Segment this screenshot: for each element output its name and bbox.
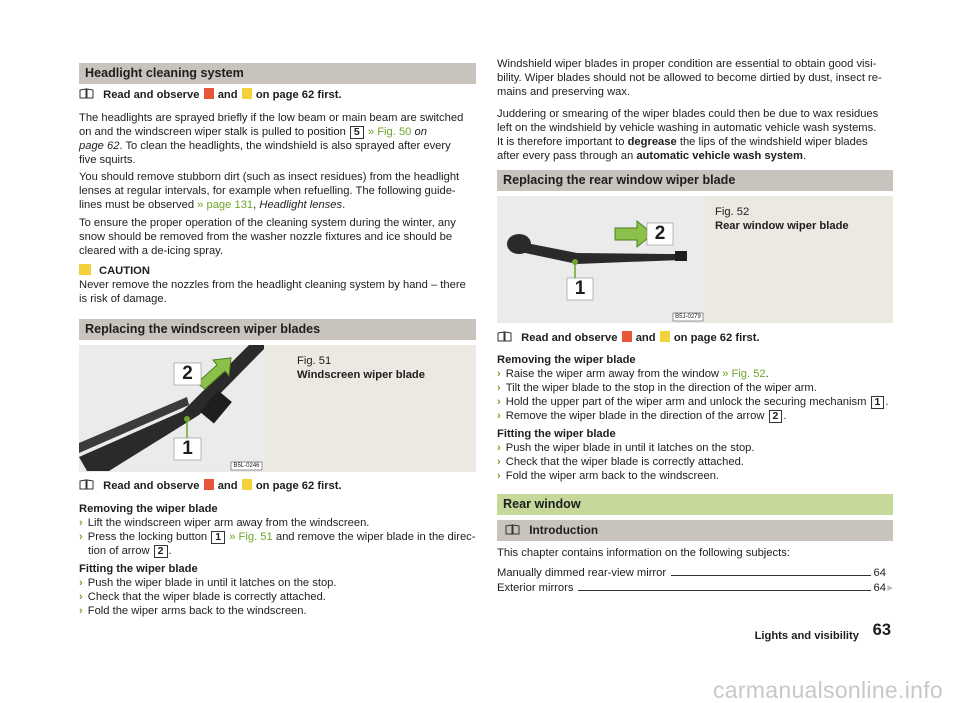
fig-50-link[interactable]: » Fig. 50 [367,126,412,138]
section-title-rear-window: Rear window [497,494,893,515]
read-observe-line-3: Read and observe and on page 62 first. [497,331,893,345]
fitting-steps: Fitting the wiper blade › Push the wiper blade in until it latches on the stop. › Check that the wiper blade is correctly attached. › Fold the wiper arms back to the windscreen. [79,563,337,617]
figure-number: Fig. 51 [297,355,332,367]
continue-arrow-icon: ▸ [887,582,893,594]
figure-title: Windscreen wiper blade [297,369,425,381]
caution-icon [79,264,91,275]
position-5-box: 5 [350,126,364,139]
rear-fitting-steps: Fitting the wiper blade › Push the wiper blade in until it latches on the stop. › Check that the wiper blade is correctly attached. › Fold the wiper arm back to the windscreen. [497,428,755,482]
chapter-intro-text: This chapter contains information on the following subjects: [497,547,790,559]
headlight-paragraph-3: To ensure the proper operation of the cleaning system during the winter, any snow should be removed from the washer nozzle fixtures and ice should be cleared with a de-icing spray. [79,217,456,257]
warning-icon-red [204,88,214,99]
figure-title: Rear window wiper blade [715,220,849,232]
callout-1: 1 [182,438,193,459]
wiper-intro-paragraph-1: Windshield wiper blades in proper condition are essential to obtain good visi- bility. Wiper blades should not be allowed to become dirtied by dust, insect re- mains and preserving wax. [497,58,882,98]
toc-list [497,566,893,596]
figure-number: Fig. 52 [715,206,750,218]
figure-51 [79,345,476,472]
callout-2: 2 [182,363,193,384]
image-code: B5L-0246 [233,463,260,469]
page-131-link[interactable]: » page 131 [197,199,254,211]
headlight-paragraph-1: The headlights are sprayed briefly if the low beam or main beam are switched on and the windscreen wiper stalk is pulled to position 5 » Fig. 50 on page 62. To clean the headlights, the windshield is also sprayed after every five squirts. [79,112,464,166]
headlight-paragraph-2: You should remove stubborn dirt (such as insect residues) from the headlight lenses at regular intervals, for example when refuelling. The following guide- lines must be observed » page 131, Headlight lenses. [79,171,460,211]
figure-51-image [79,345,264,471]
figure-52 [497,196,893,323]
warning-icon-red [204,479,214,490]
caution-block: CAUTION Never remove the nozzles from the headlight cleaning system by hand – there is risk of damage. [79,265,466,305]
book-icon [505,524,520,535]
toc-item[interactable]: Manually dimmed rear-view mirror 64 [497,567,886,579]
page-number: 63 [872,621,891,639]
figure-52-caption [715,205,849,233]
section-title-rear-wiper-blade: Replacing the rear window wiper blade [497,170,893,191]
wiper-intro-paragraph-2: Juddering or smearing of the wiper blades could then be due to wax residues left on the windshield by vehicle washing in automatic vehicle wash systems. It is therefore important to degrease the lips of the windshield wiper blades after every pass through an automatic vehicle wash system. [497,108,879,162]
book-icon [79,479,94,490]
toc-item[interactable]: Exterior mirrors 64 ▸ [497,582,893,594]
section-title-headlight-cleaning: Headlight cleaning system [79,63,476,84]
read-observe-line: Read and observe and on page 62 first. [79,88,476,102]
watermark: carmanualsonline.info [712,677,943,703]
note-icon-yellow [242,479,252,490]
note-icon-yellow [242,88,252,99]
subsection-title-introduction: Introduction [497,520,893,541]
book-icon [79,88,94,99]
image-code: B5J-0279 [675,314,701,320]
book-icon [497,331,512,342]
figure-52-image [497,196,705,322]
fig-51-link[interactable]: » Fig. 51 [229,531,273,543]
callout-1: 1 [574,278,586,299]
fig-52-link[interactable]: » Fig. 52 [722,368,766,380]
removing-steps: Removing the wiper blade › Lift the windscreen wiper arm away from the windscreen. › Press the locking button 1 » Fig. 51 and remove the wiper blade in the direc- tion of arrow 2 . [79,503,476,557]
rear-wiper-illustration [497,196,705,322]
rear-removing-steps: Removing the wiper blade › Raise the wiper arm away from the window » Fig. 52. › Tilt the wiper blade to the stop in the direction of the wiper arm. › Hold the upper part of the wiper arm and unlock the securing mechanism 1 . › Remove the wiper blade in the direction of the arrow 2 . [497,354,889,422]
callout-2: 2 [654,223,666,244]
warning-icon-red [622,331,632,342]
section-title-windscreen-blades: Replacing the windscreen wiper blades [79,319,476,340]
footer-section-title: Lights and visibility [754,630,859,642]
note-icon-yellow [660,331,670,342]
figure-51-caption [297,354,425,382]
read-observe-line-2: Read and observe and on page 62 first. [79,479,476,493]
windscreen-wiper-illustration [79,345,264,471]
